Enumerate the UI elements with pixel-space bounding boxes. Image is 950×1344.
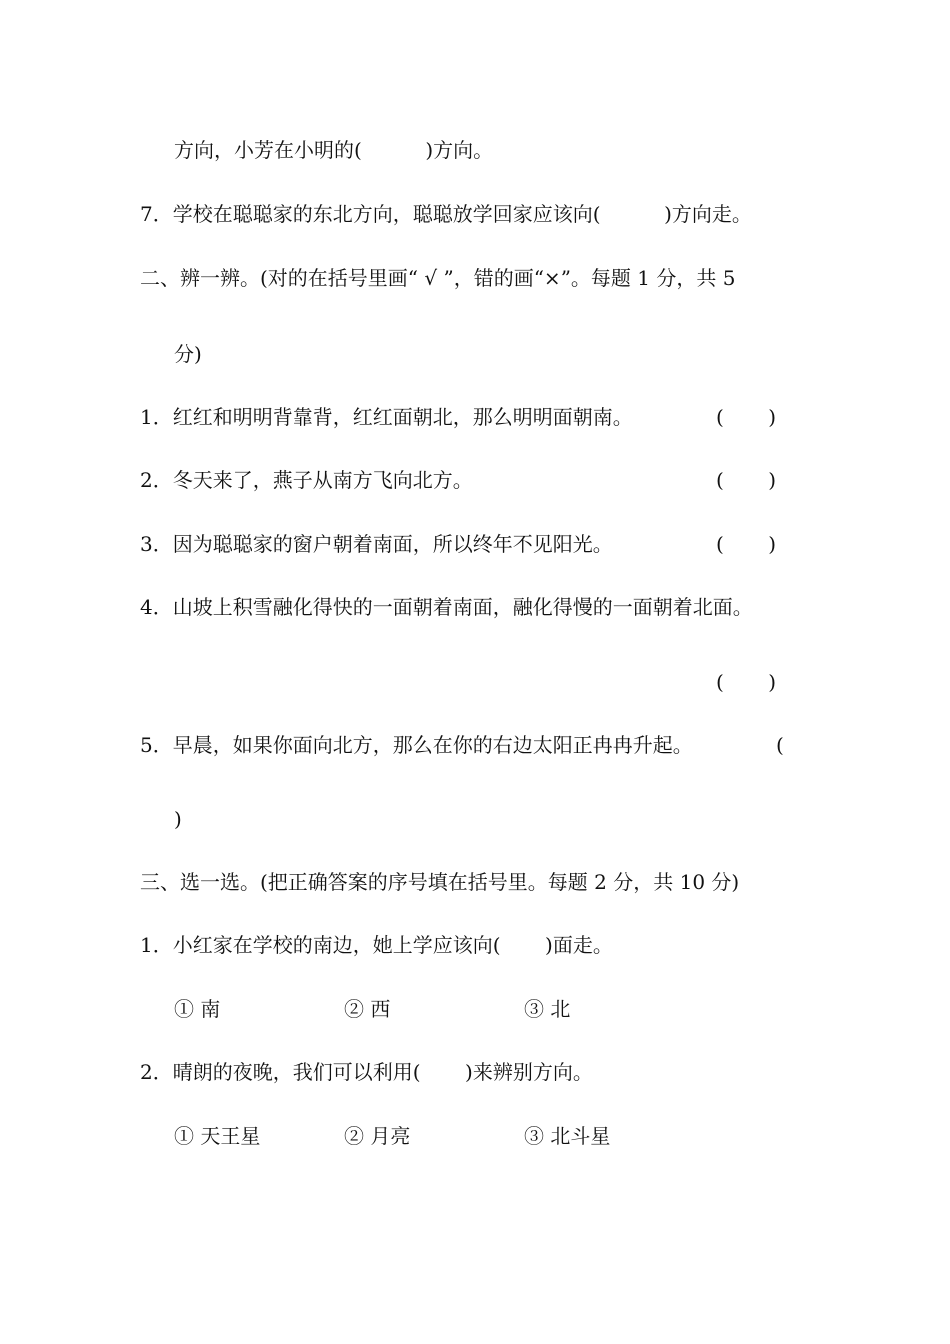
section-2-heading: 二、辨一辨。(对的在括号里画“ √ ”，错的画“×”。每题 1 分，共 5	[140, 266, 736, 290]
section-3-heading: 三、选一选。(把正确答案的序号填在括号里。每题 2 分，共 10 分)	[140, 870, 740, 894]
judge-item-2: 2．冬天来了，燕子从南方飞向北方。	[140, 468, 473, 492]
answer-blank: ( )	[716, 532, 777, 556]
option-2-c: ③ 北斗星	[524, 1124, 611, 1148]
judge-item-5: 5．早晨，如果你面向北方，那么在你的右边太阳正冉冉升起。	[140, 733, 693, 757]
choice-question-1: 1．小红家在学校的南边，她上学应该向( )面走。	[140, 933, 613, 957]
answer-blank-open: (	[776, 733, 784, 757]
answer-blank: ( )	[716, 670, 777, 694]
q7-text: 7．学校在聪聪家的东北方向，聪聪放学回家应该向( )方向走。	[140, 202, 752, 226]
option-1-b: ② 西	[344, 997, 391, 1021]
judge-item-4: 4．山坡上积雪融化得快的一面朝着南面，融化得慢的一面朝着北面。	[140, 595, 753, 619]
option-1-a: ① 南	[174, 997, 221, 1021]
q6-continuation: 方向，小芳在小明的( )方向。	[174, 138, 494, 162]
judge-item-3: 3．因为聪聪家的窗户朝着南面，所以终年不见阳光。	[140, 532, 613, 556]
option-2-b: ② 月亮	[344, 1124, 411, 1148]
choice-question-2: 2．晴朗的夜晚，我们可以利用( )来辨别方向。	[140, 1060, 593, 1084]
judge-item-1: 1．红红和明明背靠背，红红面朝北，那么明明面朝南。	[140, 405, 633, 429]
section-2-heading-continued: 分)	[174, 342, 202, 366]
answer-blank-close: )	[174, 807, 182, 831]
option-1-c: ③ 北	[524, 997, 571, 1021]
option-2-a: ① 天王星	[174, 1124, 261, 1148]
answer-blank: ( )	[716, 405, 777, 429]
answer-blank: ( )	[716, 468, 777, 492]
